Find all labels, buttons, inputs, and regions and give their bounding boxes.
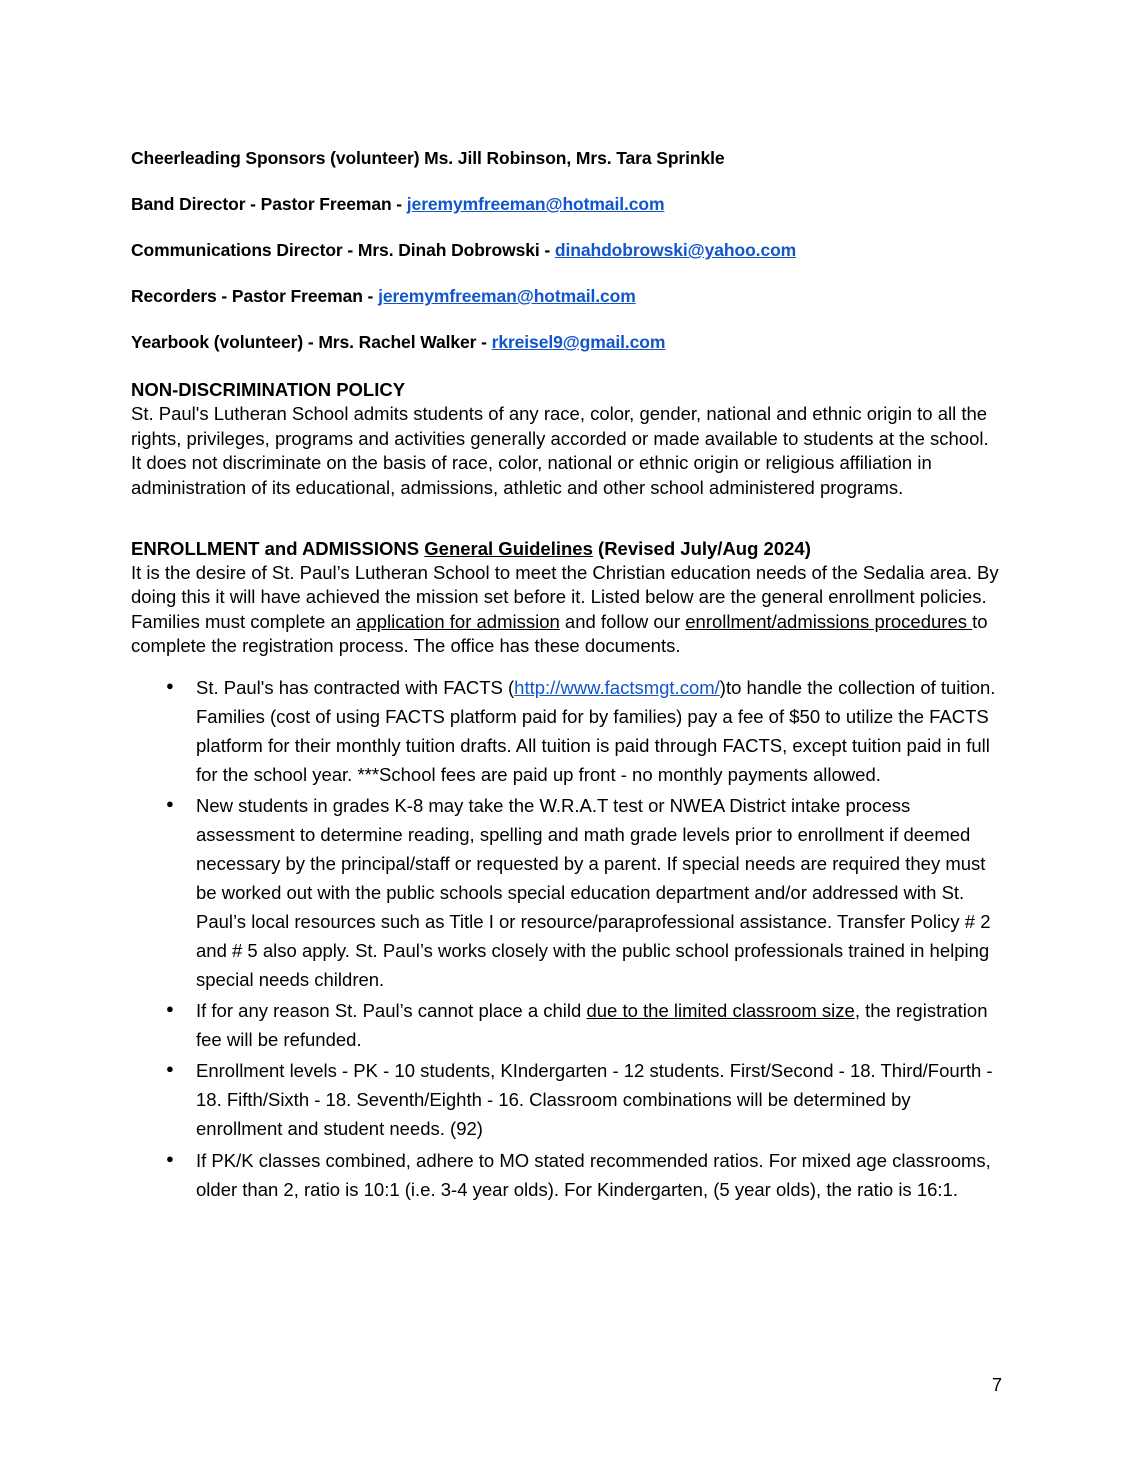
section-nondiscrimination [131,378,1002,501]
staff-line-text: Cheerleading Sponsors (volunteer) Ms. Jill Robinson, Mrs. Tara Sprinkle [131,148,725,168]
staff-line-communications-director [131,240,1002,261]
bullet-text-post: , the registration fee will be refunded. [196,1000,988,1051]
staff-line-text: Communications Director - Mrs. Dinah Dobrowski - [131,240,555,260]
staff-contact-list [131,148,1002,353]
bullet-text-underline: due to the limited classroom size [586,1000,855,1022]
email-link-recorders[interactable]: jeremymfreeman@hotmail.com [378,286,636,306]
staff-line-text: Yearbook (volunteer) - Mrs. Rachel Walker - [131,332,492,352]
staff-line-band-director [131,194,1002,215]
bullet-text-pre: St. Paul's has contracted with FACTS ( [196,677,515,698]
list-item [131,673,1002,789]
staff-line-text: Recorders - Pastor Freeman - [131,286,379,306]
bullet-text-post: )to handle the collection of tuition. Families (cost of using FACTS platform paid for by families) pay a fee of $50 to utilize the FACTS platform for their monthly tuition drafts. All tuition is paid through FACTS, except tuition paid in full for the school year. ***School fees are paid up front - no monthly payments allowed. [196,677,996,786]
enrollment-body-part1: It is the desire of St. Paul’s Lutheran School to meet the Christian education needs of the Sedalia area. By doing this it will have achieved the mission set before it. Listed below are the general enrollment policies. Families must complete an [131,561,999,632]
staff-line-text: Band Director - Pastor Freeman - [131,194,407,214]
enrollment-body-part3: to complete the registration process. The office has these documents. [131,610,988,657]
enrollment-body-underline2: enrollment/admissions procedures [685,610,973,632]
email-link-yearbook[interactable]: rkreisel9@gmail.com [491,332,666,352]
enrollment-body-part2: and follow our [559,610,686,632]
list-item [131,1056,1002,1143]
enrollment-heading-part2: (Revised July/Aug 2024) [592,537,811,559]
page-number: 7 [991,1375,1002,1395]
spacer [131,523,1002,537]
staff-line-cheerleading [131,148,1002,169]
enrollment-body [131,561,1002,659]
enrollment-heading-underlined: General Guidelines [424,537,593,559]
enrollment-heading [131,537,1002,560]
bullet-text-pre: New students in grades K-8 may take the W.R.A.T test or NWEA District intake process assessment to determine reading, spelling and math grade levels prior to enrollment if deemed necessary by the principal/staff or requested by a parent. If special needs are required they must be worked out with the public schools special education department and/or addressed with St. Paul’s local resources such as Title I or resource/paraprofessional assistance. Transfer Policy # 2 and # 5 also apply. St. Paul’s works closely with the public school professionals trained in helping special needs children. [196,795,991,991]
list-item [131,791,1002,994]
enrollment-body-underline1: application for admission [356,610,560,632]
enrollment-policy-list [131,673,1002,1204]
section-enrollment-admissions [131,537,1002,1204]
facts-website-link[interactable]: http://www.factsmgt.com/ [514,677,720,698]
enrollment-heading-part1: ENROLLMENT and ADMISSIONS [131,537,425,559]
staff-line-recorders [131,286,1002,307]
nondiscrimination-heading: NON-DISCRIMINATION POLICY [131,379,406,400]
list-item [131,996,1002,1054]
bullet-text-pre: If PK/K classes combined, adhere to MO stated recommended ratios. For mixed age classrooms, older than 2, ratio is 10:1 (i.e. 3-4 year olds). For Kindergarten, (5 year olds), the ratio is 16:1. [196,1149,991,1200]
bullet-text-pre: Enrollment levels - PK - 10 students, KIndergarten - 12 students. First/Second - 18. Third/Fourth - 18. Fifth/Sixth - 18. Seventh/Eighth - 16. Classroom combinations will be determined by enrollment and student needs. (92) [196,1060,993,1140]
email-link-band-director[interactable]: jeremymfreeman@hotmail.com [406,194,665,214]
staff-line-yearbook [131,332,1002,353]
email-link-communications-director[interactable]: dinahdobrowski@yahoo.com [554,240,797,260]
list-item [131,1146,1002,1204]
bullet-text-pre: If for any reason St. Paul’s cannot place a child [196,1000,587,1022]
nondiscrimination-body: St. Paul's Lutheran School admits students of any race, color, gender, national and ethnic origin to all the rights, privileges, programs and activities generally accorded or made available to students at the school. It does not discriminate on the basis of race, color, national or ethnic origin or religious affiliation in administration of its educational, admissions, athletic and other school administered programs. [131,403,989,498]
